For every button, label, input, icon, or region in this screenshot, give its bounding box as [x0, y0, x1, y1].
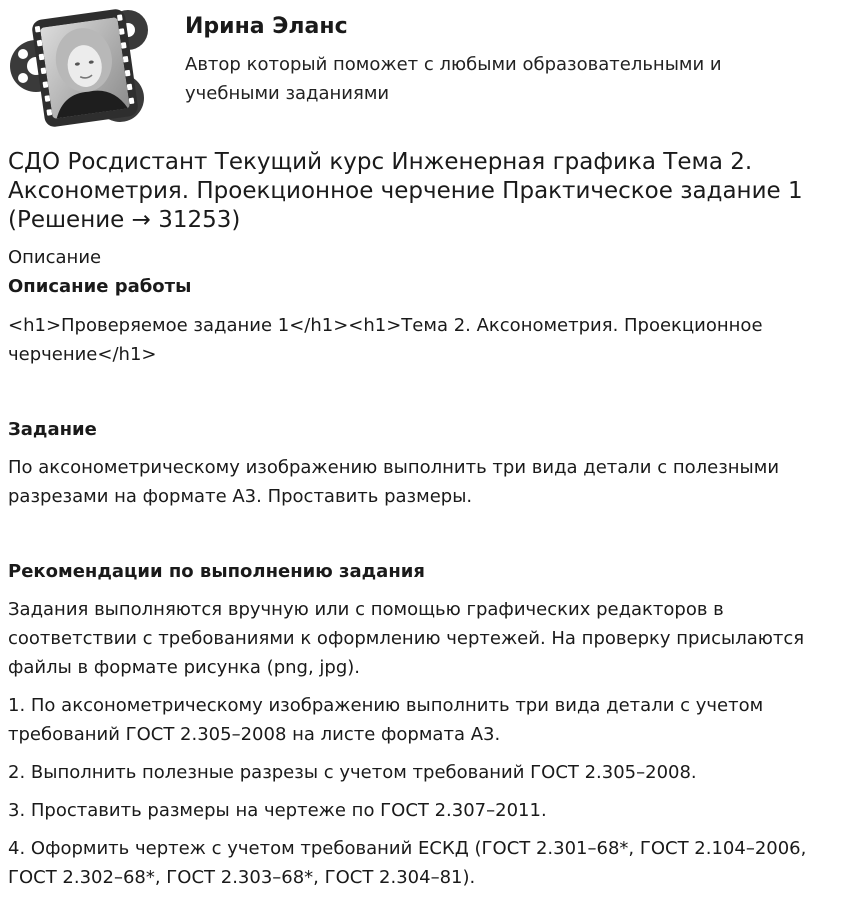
- description-label: Описание: [8, 247, 102, 268]
- step-item: 3. Проставить размеры на чертеже по ГОСТ 2.307–2011.: [8, 800, 547, 821]
- task-text: По аксонометрическому изображению выполнить три вида детали с полезными разрезами на формате А3. Проставить размеры.: [8, 457, 780, 507]
- film-reel-avatar-icon[interactable]: [8, 8, 158, 128]
- recommendations-heading: Рекомендации по выполнению задания: [8, 561, 425, 582]
- author-description: Автор который поможет с любыми образовательными и учебными заданиями: [185, 54, 722, 104]
- work-description: [8, 274, 838, 901]
- step-item: 4. Оформить чертеж с учетом требований ЕСКД (ГОСТ 2.301–68*, ГОСТ 2.104–2006, ГОСТ 2.302–68*, ГОСТ 2.303–68*, ГОСТ 2.304–81).: [8, 838, 807, 888]
- task-heading: Задание: [8, 419, 97, 440]
- author-card: [8, 8, 838, 128]
- raw-html-text: <h1>Проверяемое задание 1</h1><h1>Тема 2. Аксонометрия. Проекционное черчение</h1>: [8, 315, 763, 365]
- work-heading: Описание работы: [8, 276, 192, 297]
- step-item: 1. По аксонометрическому изображению выполнить три вида детали с учетом требований ГОСТ 2.305–2008 на листе формата А3.: [8, 695, 764, 745]
- step-item: 2. Выполнить полезные разрезы с учетом требований ГОСТ 2.305–2008.: [8, 762, 697, 783]
- author-name[interactable]: Ирина Эланс: [185, 14, 348, 39]
- page-title: СДО Росдистант Текущий курс Инженерная графика Тема 2. Аксонометрия. Проекционное черчение Практическое задание 1 (Решение → 31253): [8, 149, 803, 233]
- recommendations-text: Задания выполняются вручную или с помощью графических редакторов в соответствии с требованиями к оформлению чертежей. На проверку присылаются файлы в формате рисунка (png, jpg).: [8, 599, 805, 678]
